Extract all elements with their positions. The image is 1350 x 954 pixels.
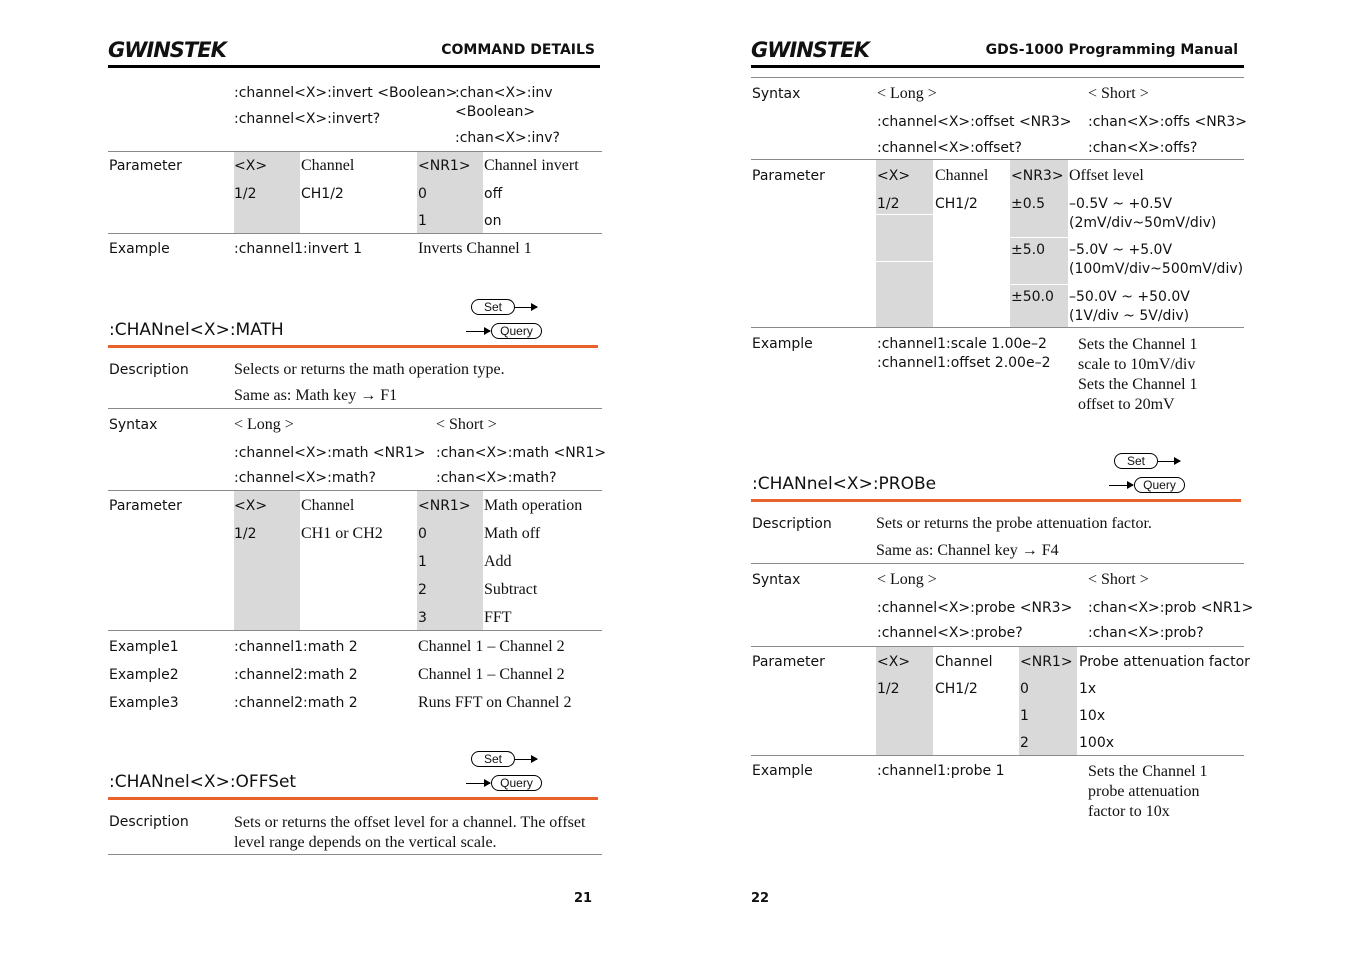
description-text: Same as: Math key → F1 <box>234 387 398 404</box>
param-desc: Channel <box>301 497 355 514</box>
syntax-long: :channel<X>:math? <box>234 470 376 486</box>
row-label: Parameter <box>109 158 182 174</box>
param-value: 0 <box>418 526 427 542</box>
row-label: Example2 <box>109 667 179 683</box>
param-value: 1/2 <box>877 681 900 697</box>
row-label: Example <box>752 336 813 352</box>
section-title: :CHANnel<X>:PROBe <box>752 474 937 494</box>
rule <box>108 490 602 491</box>
example-command: :channel1:invert 1 <box>234 241 363 257</box>
syntax-long: :channel<X>:probe <NR3> <box>877 600 1073 616</box>
query-arrow-icon <box>466 331 490 332</box>
param-value: 1/2 <box>877 196 900 212</box>
param-value: 2 <box>1020 735 1029 751</box>
set-badge: Set <box>1114 453 1158 469</box>
param-value: 1 <box>418 554 427 570</box>
param-value: Subtract <box>484 581 538 598</box>
syntax-header: < Short > <box>436 416 497 433</box>
syntax-short: <Boolean> <box>455 104 536 120</box>
syntax-header: < Long > <box>877 85 937 102</box>
syntax-header: < Long > <box>234 416 294 433</box>
example-description: Channel 1 – Channel 2 <box>418 638 565 655</box>
syntax-header: < Short > <box>1088 85 1149 102</box>
param-value: –5.0V ~ +5.0V <box>1069 242 1173 258</box>
shade-divider <box>1010 237 1068 238</box>
row-label: Syntax <box>109 417 158 433</box>
param-value: 10x <box>1079 708 1106 724</box>
query-badge: Query <box>491 775 542 791</box>
syntax-header: < Long > <box>877 571 937 588</box>
param-value: ±50.0 <box>1011 289 1054 305</box>
param-name: <NR1> <box>418 498 471 514</box>
syntax-short: :chan<X>:inv <box>455 85 553 101</box>
shade-divider <box>876 214 933 215</box>
param-desc: Channel <box>935 167 989 184</box>
page-number: 22 <box>751 891 770 906</box>
param-value: –50.0V ~ +50.0V <box>1069 289 1190 305</box>
param-desc: Channel invert <box>484 157 579 174</box>
param-value: CH1/2 <box>935 196 978 212</box>
rule <box>751 755 1244 756</box>
param-desc: Channel <box>935 654 993 670</box>
syntax-long: :channel<X>:probe? <box>877 625 1023 641</box>
example-command: :channel1:offset 2.00e–2 <box>877 355 1051 371</box>
param-name: <X> <box>234 158 268 174</box>
param-name: <X> <box>234 498 268 514</box>
param-desc: Math operation <box>484 497 583 514</box>
shade-divider <box>1010 284 1068 285</box>
syntax-short: :chan<X>:prob <NR1> <box>1088 600 1254 616</box>
row-label: Description <box>109 362 189 378</box>
gwinstek-logo: GWINSTEK <box>108 38 226 62</box>
query-badge: Query <box>1134 477 1185 493</box>
row-label: Example <box>109 241 170 257</box>
set-badge: Set <box>471 299 515 315</box>
param-value: 100x <box>1079 735 1115 751</box>
rule <box>751 77 1244 78</box>
section-rule <box>108 797 598 800</box>
example-description: Channel 1 – Channel 2 <box>418 666 565 683</box>
row-label: Parameter <box>109 498 182 514</box>
param-name: <X> <box>877 168 911 184</box>
param-value: 1/2 <box>234 526 257 542</box>
param-value: 3 <box>418 610 427 626</box>
query-arrow-icon <box>1109 485 1133 486</box>
rule <box>108 151 602 152</box>
param-name: <NR1> <box>1020 654 1073 670</box>
syntax-long: :channel<X>:offset <NR3> <box>877 114 1072 130</box>
param-value: 2 <box>418 582 427 598</box>
row-label: Description <box>752 516 832 532</box>
description-text: Selects or returns the math operation type. <box>234 361 505 378</box>
example-description: Sets the Channel 1 probe attenuation factor to 10x <box>1088 763 1208 820</box>
row-label: Parameter <box>752 654 825 670</box>
syntax-long: :channel<X>:invert? <box>234 111 381 127</box>
example-command: :channel1:scale 1.00e–2 <box>877 336 1047 352</box>
rule <box>108 408 602 409</box>
row-label: Example <box>752 763 813 779</box>
param-value: 1 <box>418 213 427 229</box>
param-name: <NR3> <box>1011 168 1064 184</box>
rule <box>751 327 1244 328</box>
rule <box>751 563 1244 564</box>
param-value: (100mV/div~500mV/div) <box>1069 261 1244 277</box>
shade <box>876 160 933 327</box>
param-name: <X> <box>877 654 911 670</box>
description-text: Sets or returns the offset level for a channel. The offset level range depends on the vertical scale. <box>234 814 586 851</box>
param-value: Add <box>484 553 512 570</box>
set-badge: Set <box>471 751 515 767</box>
page-header: COMMAND DETAILS <box>441 42 595 58</box>
syntax-short: :chan<X>:offs <NR3> <box>1088 114 1248 130</box>
param-value: (2mV/div~50mV/div) <box>1069 215 1217 231</box>
param-value: Math off <box>484 525 541 542</box>
set-arrow-icon <box>515 759 537 760</box>
example-command: :channel2:math 2 <box>234 667 358 683</box>
param-value: FFT <box>484 609 512 626</box>
param-value: 0 <box>1020 681 1029 697</box>
example-description: Sets the Channel 1 scale to 10mV/div Sets the Channel 1 offset to 20mV <box>1078 336 1198 413</box>
param-value: CH1/2 <box>935 681 978 697</box>
param-value: on <box>484 213 502 229</box>
param-value: 1/2 <box>234 186 257 202</box>
description-text: Same as: Channel key → F4 <box>876 542 1059 559</box>
rule <box>108 233 602 234</box>
param-value: 1x <box>1079 681 1097 697</box>
rule <box>108 630 602 631</box>
syntax-short: :chan<X>:inv? <box>455 130 560 146</box>
shade-divider <box>876 261 933 262</box>
query-arrow-icon <box>466 783 490 784</box>
page-header: GDS-1000 Programming Manual <box>985 42 1238 58</box>
param-value: ±5.0 <box>1011 242 1045 258</box>
param-value: off <box>484 186 503 202</box>
set-arrow-icon <box>515 307 537 308</box>
example-description: Inverts Channel 1 <box>418 240 532 257</box>
param-value: –0.5V ~ +0.5V <box>1069 196 1173 212</box>
syntax-header: < Short > <box>1088 571 1149 588</box>
param-desc: Channel <box>301 157 355 174</box>
param-value: (1V/div ~ 5V/div) <box>1069 308 1190 324</box>
param-desc: Probe attenuation factor <box>1079 654 1250 670</box>
example-command: :channel2:math 2 <box>234 695 358 711</box>
page-number: 21 <box>574 891 593 906</box>
rule <box>108 854 602 855</box>
param-value: 0 <box>418 186 427 202</box>
section-rule <box>751 499 1241 502</box>
header-rule <box>751 65 1244 68</box>
syntax-short: :chan<X>:math? <box>436 470 557 486</box>
rule <box>751 646 1244 647</box>
param-value: ±0.5 <box>1011 196 1045 212</box>
syntax-short: :chan<X>:offs? <box>1088 140 1198 156</box>
syntax-short: :chan<X>:prob? <box>1088 625 1204 641</box>
example-command: :channel1:math 2 <box>234 639 358 655</box>
gwinstek-logo: GWINSTEK <box>751 38 869 62</box>
syntax-short: :chan<X>:math <NR1> <box>436 445 607 461</box>
row-label: Description <box>109 814 189 830</box>
example-description: Runs FFT on Channel 2 <box>418 694 572 711</box>
row-label: Parameter <box>752 168 825 184</box>
header-rule <box>108 65 600 68</box>
query-badge: Query <box>491 323 542 339</box>
rule <box>751 159 1244 160</box>
param-value: CH1 or CH2 <box>301 525 383 542</box>
section-rule <box>108 345 598 348</box>
row-label: Syntax <box>752 572 801 588</box>
row-label: Example1 <box>109 639 179 655</box>
section-title: :CHANnel<X>:OFFSet <box>109 772 297 792</box>
syntax-long: :channel<X>:offset? <box>877 140 1022 156</box>
row-label: Example3 <box>109 695 179 711</box>
param-name: <NR1> <box>418 158 471 174</box>
syntax-long: :channel<X>:math <NR1> <box>234 445 426 461</box>
set-arrow-icon <box>1158 461 1180 462</box>
row-label: Syntax <box>752 86 801 102</box>
description-text: Sets or returns the probe attenuation factor. <box>876 515 1152 532</box>
param-value: CH1/2 <box>301 186 344 202</box>
syntax-long: :channel<X>:invert <Boolean> <box>234 85 458 101</box>
param-desc: Offset level <box>1069 167 1144 184</box>
section-title: :CHANnel<X>:MATH <box>109 320 284 340</box>
param-value: 1 <box>1020 708 1029 724</box>
example-command: :channel1:probe 1 <box>877 763 1005 779</box>
